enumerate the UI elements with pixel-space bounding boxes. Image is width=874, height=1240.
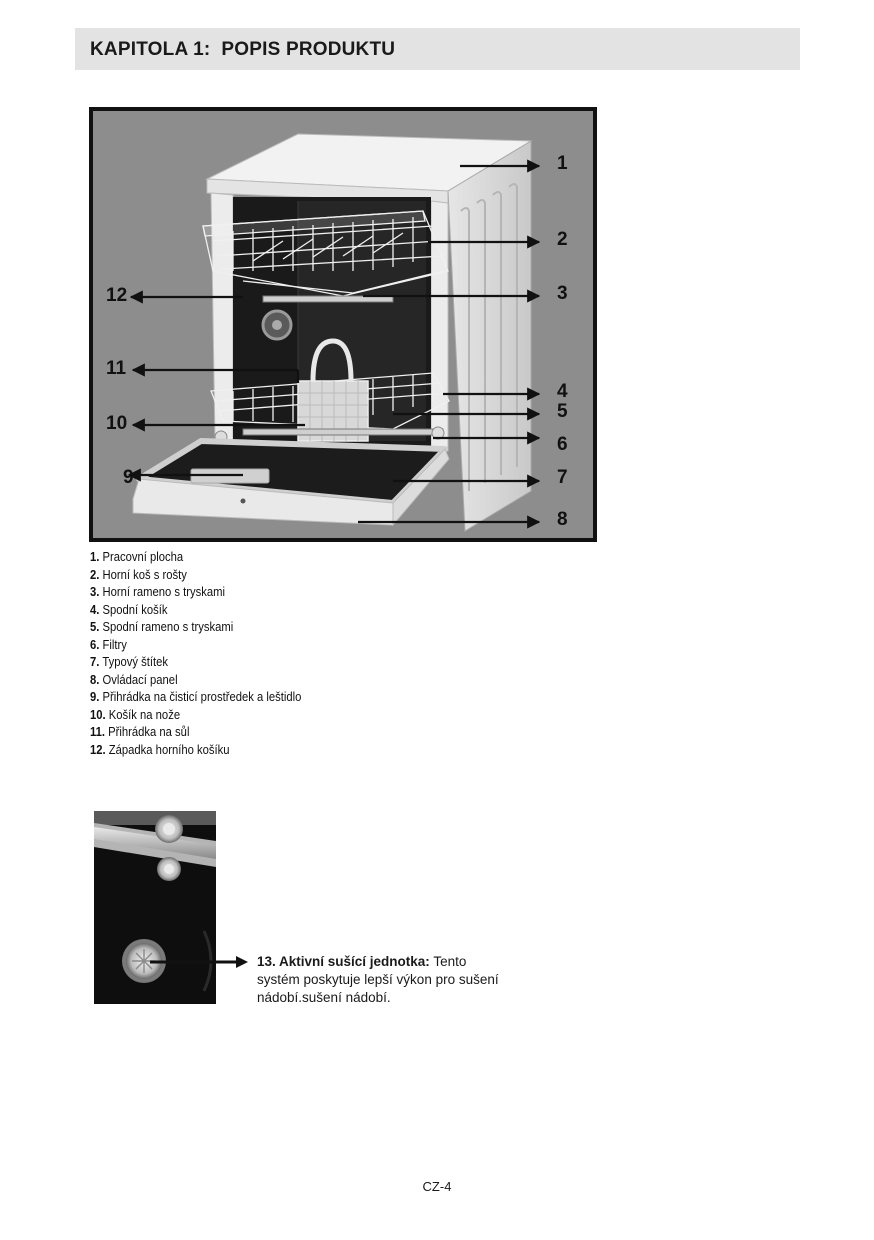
legend-item: 11. Přihrádka na sůl <box>90 725 190 739</box>
callout-2: 2 <box>557 229 568 250</box>
callout-5: 5 <box>557 401 568 422</box>
drying-unit-description <box>257 953 507 1007</box>
legend-item: 10. Košík na nože <box>90 707 181 722</box>
drying-unit-photo <box>94 811 216 1004</box>
callout-4: 4 <box>557 381 568 402</box>
callout-1: 1 <box>557 153 568 174</box>
legend-item: 1. Pracovní plocha <box>90 550 184 564</box>
dishwasher-diagram <box>89 107 597 542</box>
parts-legend <box>90 549 301 759</box>
legend-item: 12. Západka horního košíku <box>90 742 230 757</box>
drying-unit-text: Tento systém poskytuje lepší výkon pro sušení nádobí.sušení nádobí. <box>257 954 499 1005</box>
dishwasher-illustration <box>93 111 593 538</box>
callout-8: 8 <box>557 509 568 530</box>
page-number: CZ-4 <box>422 1179 452 1194</box>
callout-9: 9 <box>123 467 134 488</box>
callout-6: 6 <box>557 434 568 455</box>
callout-7: 7 <box>557 467 568 488</box>
callout-12: 12 <box>106 285 128 306</box>
callout-10: 10 <box>106 413 128 434</box>
callout-11: 11 <box>106 358 127 379</box>
legend-item: 2. Horní koš s rošty <box>90 567 187 582</box>
legend-item: 5. Spodní rameno s tryskami <box>90 620 234 634</box>
legend-item: 7. Typový štítek <box>90 655 168 669</box>
legend-item: 6. Filtry <box>90 637 127 652</box>
legend-item: 4. Spodní košík <box>90 602 168 617</box>
drying-unit-title: 13. Aktivní sušící jednotka: <box>257 954 430 969</box>
chapter-title: KAPITOLA 1: POPIS PRODUKTU <box>90 39 396 60</box>
callout-3: 3 <box>557 283 568 304</box>
arrow-right-icon <box>150 952 250 972</box>
legend-item: 9. Přihrádka na čisticí prostředek a leštidlo <box>90 690 302 704</box>
chapter-header <box>75 28 800 70</box>
legend-item: 8. Ovládací panel <box>90 672 178 687</box>
legend-item: 3. Horní rameno s tryskami <box>90 585 226 599</box>
